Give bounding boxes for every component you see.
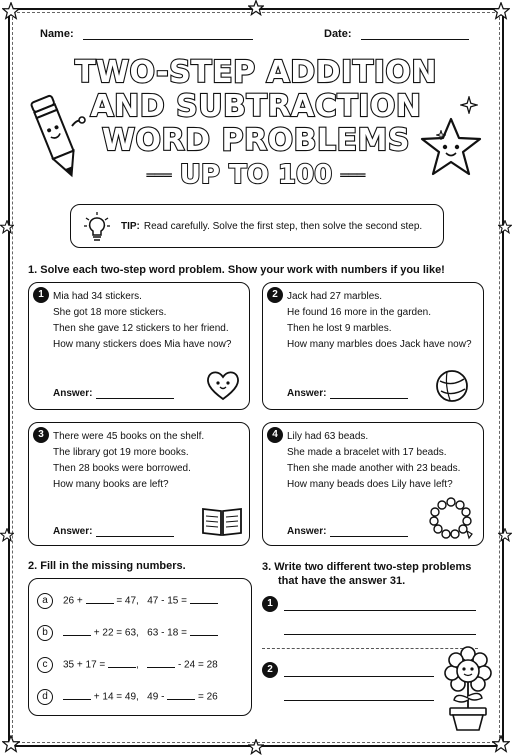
tip-text: Read carefully. Solve the first step, then solve the second step. <box>143 220 423 232</box>
problem-number: 4 <box>267 427 283 443</box>
tip-label: TIP: <box>121 220 140 232</box>
problem-line: She made a bracelet with 17 beads. <box>287 447 447 458</box>
star-icon <box>498 528 512 542</box>
problem-card-3 <box>28 422 250 546</box>
problem-card-4 <box>262 422 484 546</box>
equation-part: = 47, <box>116 595 139 607</box>
bracelet-icon <box>427 497 475 541</box>
problem-text <box>287 429 460 493</box>
answer-field[interactable] <box>287 387 408 399</box>
write-item-number: 2 <box>262 662 278 678</box>
flower-pot-icon <box>440 646 496 732</box>
star-icon <box>0 528 14 542</box>
name-date-row <box>40 24 472 44</box>
dash-decoration-icon: ═══ <box>146 167 172 184</box>
row-letter: c <box>37 657 53 673</box>
problem-text <box>287 289 472 353</box>
name-line[interactable] <box>83 28 253 40</box>
star-icon <box>492 735 510 753</box>
name-field[interactable] <box>40 28 253 40</box>
equation-part: 26 + <box>63 595 83 607</box>
blank-input[interactable] <box>63 690 91 700</box>
problem-line: Lily had 63 beads. <box>287 431 369 442</box>
problem-card-2 <box>262 282 484 410</box>
book-icon <box>201 505 243 537</box>
problem-card-1 <box>28 282 250 410</box>
star-icon <box>2 2 20 20</box>
equation-part: = 26 <box>197 691 218 703</box>
write-item-number: 1 <box>262 596 278 612</box>
row-letter: b <box>37 625 53 641</box>
blank-input[interactable] <box>190 594 218 604</box>
star-icon <box>248 0 264 16</box>
row-letter: d <box>37 689 53 705</box>
date-label: Date: <box>324 28 352 40</box>
problem-line: The library got 19 more books. <box>53 447 189 458</box>
answer-label: Answer: <box>287 526 327 537</box>
equation-part: 35 + 17 = <box>63 659 106 671</box>
date-field[interactable] <box>324 28 469 40</box>
dash-decoration-icon: ═══ <box>340 167 366 184</box>
equation-part: 49 - <box>147 691 165 703</box>
problem-line: How many stickers does Mia have now? <box>53 339 232 350</box>
blank-input[interactable] <box>190 626 218 636</box>
problem-line: Then she gave 12 stickers to her friend. <box>53 323 229 334</box>
write-line[interactable] <box>284 700 434 701</box>
section-3-heading-line: 3. Write two different two-step problems <box>262 561 472 573</box>
star-icon <box>248 739 264 755</box>
subtitle-text: UP TO 100 <box>179 160 333 190</box>
fill-row-d <box>37 689 218 705</box>
tip-box <box>70 204 444 248</box>
answer-field[interactable] <box>53 525 174 537</box>
write-line[interactable] <box>284 610 476 611</box>
blank-input[interactable] <box>86 594 114 604</box>
answer-line[interactable] <box>330 525 408 537</box>
problem-line: There were 45 books on the shelf. <box>53 431 205 442</box>
blank-input[interactable] <box>63 626 91 636</box>
section-3-heading <box>262 560 471 588</box>
equation-part: , <box>136 659 139 671</box>
sparkle-icon <box>460 96 478 114</box>
worksheet-title <box>60 56 452 190</box>
blank-input[interactable] <box>167 690 195 700</box>
star-icon <box>492 2 510 20</box>
problem-number: 3 <box>33 427 49 443</box>
answer-line[interactable] <box>96 525 174 537</box>
problem-text <box>53 429 204 493</box>
write-line[interactable] <box>284 676 434 677</box>
star-icon <box>498 220 512 234</box>
problem-line: How many marbles does Jack have now? <box>287 339 472 350</box>
problem-number: 2 <box>267 287 283 303</box>
title-line-3: WORD PROBLEMS <box>101 123 411 158</box>
problem-number: 1 <box>33 287 49 303</box>
blank-input[interactable] <box>108 658 136 668</box>
section-3-heading-line: that have the answer 31. <box>278 575 406 587</box>
equation-part: - 24 = 28 <box>177 659 218 671</box>
problem-line: Mia had 34 stickers. <box>53 291 142 302</box>
answer-label: Answer: <box>287 388 327 399</box>
lightbulb-icon <box>83 212 111 242</box>
fill-in-box <box>28 578 252 716</box>
name-label: Name: <box>40 28 74 40</box>
section-1-heading: 1. Solve each two-step word problem. Show your work with numbers if you like! <box>28 264 445 276</box>
problem-text <box>53 289 231 353</box>
problem-line: She got 18 more stickers. <box>53 307 167 318</box>
equation-part: 47 - 15 = <box>147 595 187 607</box>
answer-label: Answer: <box>53 388 93 399</box>
blank-input[interactable] <box>147 658 175 668</box>
problem-line: Then 28 books were borrowed. <box>53 463 191 474</box>
problem-line: Then she made another with 23 beads. <box>287 463 461 474</box>
problem-line: He found 16 more in the garden. <box>287 307 431 318</box>
problem-line: How many beads does Lily have left? <box>287 479 453 490</box>
title-line-2: AND SUBTRACTION <box>90 89 422 124</box>
fill-row-b <box>37 625 218 641</box>
row-letter: a <box>37 593 53 609</box>
fill-row-a <box>37 593 218 609</box>
answer-field[interactable] <box>287 525 408 537</box>
section-2-heading: 2. Fill in the missing numbers. <box>28 560 186 572</box>
date-line[interactable] <box>361 28 469 40</box>
fill-row-c <box>37 657 218 673</box>
star-icon <box>2 735 20 753</box>
problem-line: How many books are left? <box>53 479 169 490</box>
answer-line[interactable] <box>330 387 408 399</box>
star-icon <box>0 220 14 234</box>
marble-icon <box>435 369 469 403</box>
answer-field[interactable] <box>53 387 174 399</box>
equation-part: + 14 = 49, <box>93 691 139 703</box>
equation-part: 63 - 18 = <box>147 627 187 639</box>
problem-line: Jack had 27 marbles. <box>287 291 383 302</box>
equation-part: + 22 = 63, <box>93 627 139 639</box>
answer-line[interactable] <box>96 387 174 399</box>
write-line[interactable] <box>284 634 476 635</box>
answer-label: Answer: <box>53 526 93 537</box>
subtitle <box>60 160 452 190</box>
problem-line: Then he lost 9 marbles. <box>287 323 392 334</box>
title-line-1: TWO-STEP ADDITION <box>75 55 437 90</box>
heart-icon <box>205 369 241 401</box>
